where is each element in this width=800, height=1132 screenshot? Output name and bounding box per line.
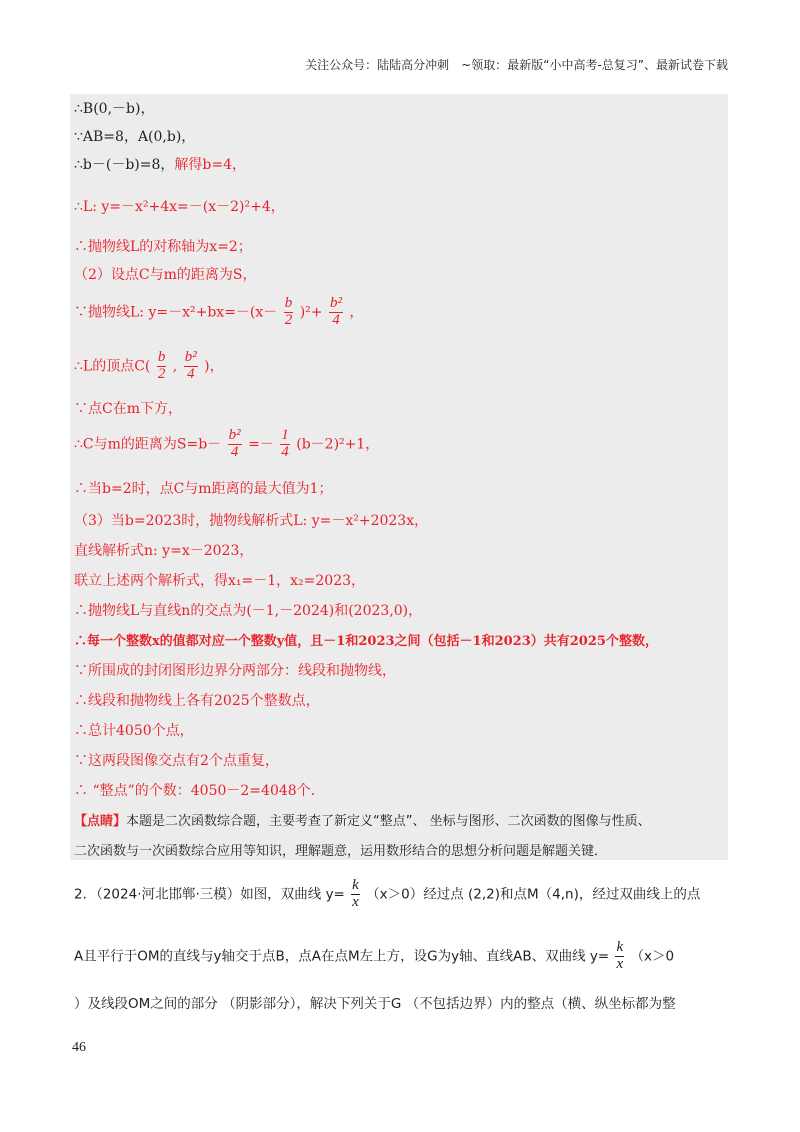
solution-line-19: ∴总计4050个点， bbox=[74, 723, 194, 739]
solution-line-20: ∵这两段图像交点有2个点重复， bbox=[74, 753, 279, 769]
key-point-text-1: 本题是二次函数综合题，主要考查了新定义“整点”、 坐标与图形、二次函数的图像与性质、 bbox=[126, 814, 651, 829]
key-point-line-2: 二次函数与一次函数综合应用等知识，理解题意，运用数形结合的思想分析问题是解题关键． bbox=[74, 844, 608, 859]
solution-line-7-b: )²+ bbox=[299, 304, 323, 321]
fraction-denominator: 2 bbox=[284, 311, 293, 328]
fraction-numerator: b² bbox=[228, 427, 241, 443]
fraction-numerator: b² bbox=[329, 295, 342, 311]
solution-line-10 bbox=[74, 428, 379, 461]
fraction-numerator: k bbox=[352, 877, 359, 893]
solution-line-2: ∵AB=8，A(0,b)， bbox=[74, 129, 196, 145]
fraction-denominator: 2 bbox=[157, 365, 166, 382]
solution-line-8-a: ∴L的顶点C( bbox=[74, 358, 151, 375]
solution-line-12: （3）当b=2023时，抛物线解析式L: y=－x²+2023x， bbox=[74, 513, 429, 529]
fraction-b-over-2 bbox=[284, 296, 294, 329]
solution-line-3 bbox=[74, 154, 246, 174]
solution-line-17: ∵所围成的封闭图形边界分两部分：线段和抛物线， bbox=[74, 663, 396, 679]
question-line-3: ）及线段OM之间的部分 （阴影部分），解决下列关于G （不包括边界）内的整点（横、纵坐标都为整 bbox=[74, 996, 676, 1012]
key-point-line-1 bbox=[74, 810, 651, 829]
solution-line-3-result: 解得b=4， bbox=[174, 157, 247, 173]
question-line-2-a: A且平行于OM的直线与y轴交于点B，点A在点M左上方，设G为y轴、直线AB、双曲线 y= bbox=[74, 948, 610, 965]
fraction-denominator: x bbox=[352, 893, 359, 910]
solution-line-8 bbox=[74, 350, 224, 383]
fraction-one-over-4 bbox=[280, 428, 290, 461]
fraction-b-over-2 bbox=[157, 350, 167, 383]
solution-line-5: ∴抛物线L的对称轴为x=2； bbox=[74, 239, 252, 255]
page-header: 关注公众号：陆陆高分冲刺 ~领取：最新版“小中高考-总复习”、最新试卷下载 bbox=[305, 58, 728, 72]
fraction-denominator: 4 bbox=[332, 311, 340, 328]
solution-line-1: ∴B(0,－b)， bbox=[74, 101, 155, 117]
solution-line-7-a: ∵抛物线L: y=－x²+bx=－(x－ bbox=[74, 304, 278, 321]
fraction-k-over-x bbox=[351, 878, 360, 911]
solution-line-9: ∵点C在m下方， bbox=[74, 401, 182, 417]
solution-line-11: ∴当b=2时，点C与m距离的最大值为1； bbox=[74, 481, 333, 497]
solution-line-21: ∴ “整点”的个数：4050－2=4048个． bbox=[74, 783, 325, 799]
solution-line-3-eq: ∴b－(－b)=8， bbox=[74, 157, 175, 173]
solution-line-14: 联立上述两个解析式，得x₁=－1，x₂=2023， bbox=[74, 573, 366, 589]
solution-line-7 bbox=[74, 296, 363, 329]
fraction-numerator: b² bbox=[184, 349, 197, 365]
fraction-b2-over-4 bbox=[228, 428, 242, 461]
solution-line-8-c: )， bbox=[204, 358, 224, 375]
fraction-k-over-x bbox=[615, 940, 624, 973]
fraction-denominator: 4 bbox=[186, 365, 195, 382]
question-line-2-b: （x＞0 bbox=[630, 948, 675, 965]
question-line-1-a: 2．（2024·河北邯郸·三模）如图，双曲线 y= bbox=[74, 886, 345, 903]
solution-line-16: ∴每一个整数x的值都对应一个整数y值，且－1和2023之间（包括－1和2023）共有2025个整数， bbox=[74, 634, 658, 649]
fraction-denominator: x bbox=[616, 955, 624, 972]
key-point-tag: 【点睛】 bbox=[74, 814, 127, 829]
solution-line-4: ∴L: y=－x²+4x=－(x－2)²+4， bbox=[74, 199, 285, 215]
solution-line-18: ∴线段和抛物线上各有2025个整数点， bbox=[74, 693, 320, 709]
fraction-denominator: 4 bbox=[281, 443, 289, 460]
solution-line-7-c: ， bbox=[349, 304, 364, 321]
solution-line-6: （2）设点C与m的距离为S， bbox=[74, 267, 257, 283]
question-line-1-b: （x＞0）经过点 (2,2)和点M（4,n)，经过双曲线上的点 bbox=[366, 886, 701, 903]
fraction-numerator: 1 bbox=[281, 427, 289, 443]
solution-line-10-c: (b－2)²+1， bbox=[296, 436, 380, 453]
question-line-2 bbox=[74, 940, 674, 973]
question-line-1 bbox=[74, 878, 700, 911]
solution-line-15: ∴抛物线L与直线n的交点为(－1,－2024)和(2023,0)， bbox=[74, 603, 423, 619]
solution-line-8-b: , bbox=[172, 358, 178, 375]
fraction-numerator: b bbox=[157, 349, 166, 365]
fraction-denominator: 4 bbox=[230, 443, 239, 460]
fraction-numerator: k bbox=[616, 939, 624, 955]
fraction-numerator: b bbox=[284, 295, 293, 311]
fraction-b2-over-4 bbox=[184, 350, 198, 383]
solution-line-10-a: ∴C与m的距离为S=b－ bbox=[74, 436, 222, 453]
fraction-b2-over-4 bbox=[329, 296, 343, 329]
solution-line-10-b: =－ bbox=[248, 436, 274, 453]
page-number: 46 bbox=[72, 1040, 86, 1055]
solution-line-13: 直线解析式n: y=x－2023， bbox=[74, 543, 254, 559]
